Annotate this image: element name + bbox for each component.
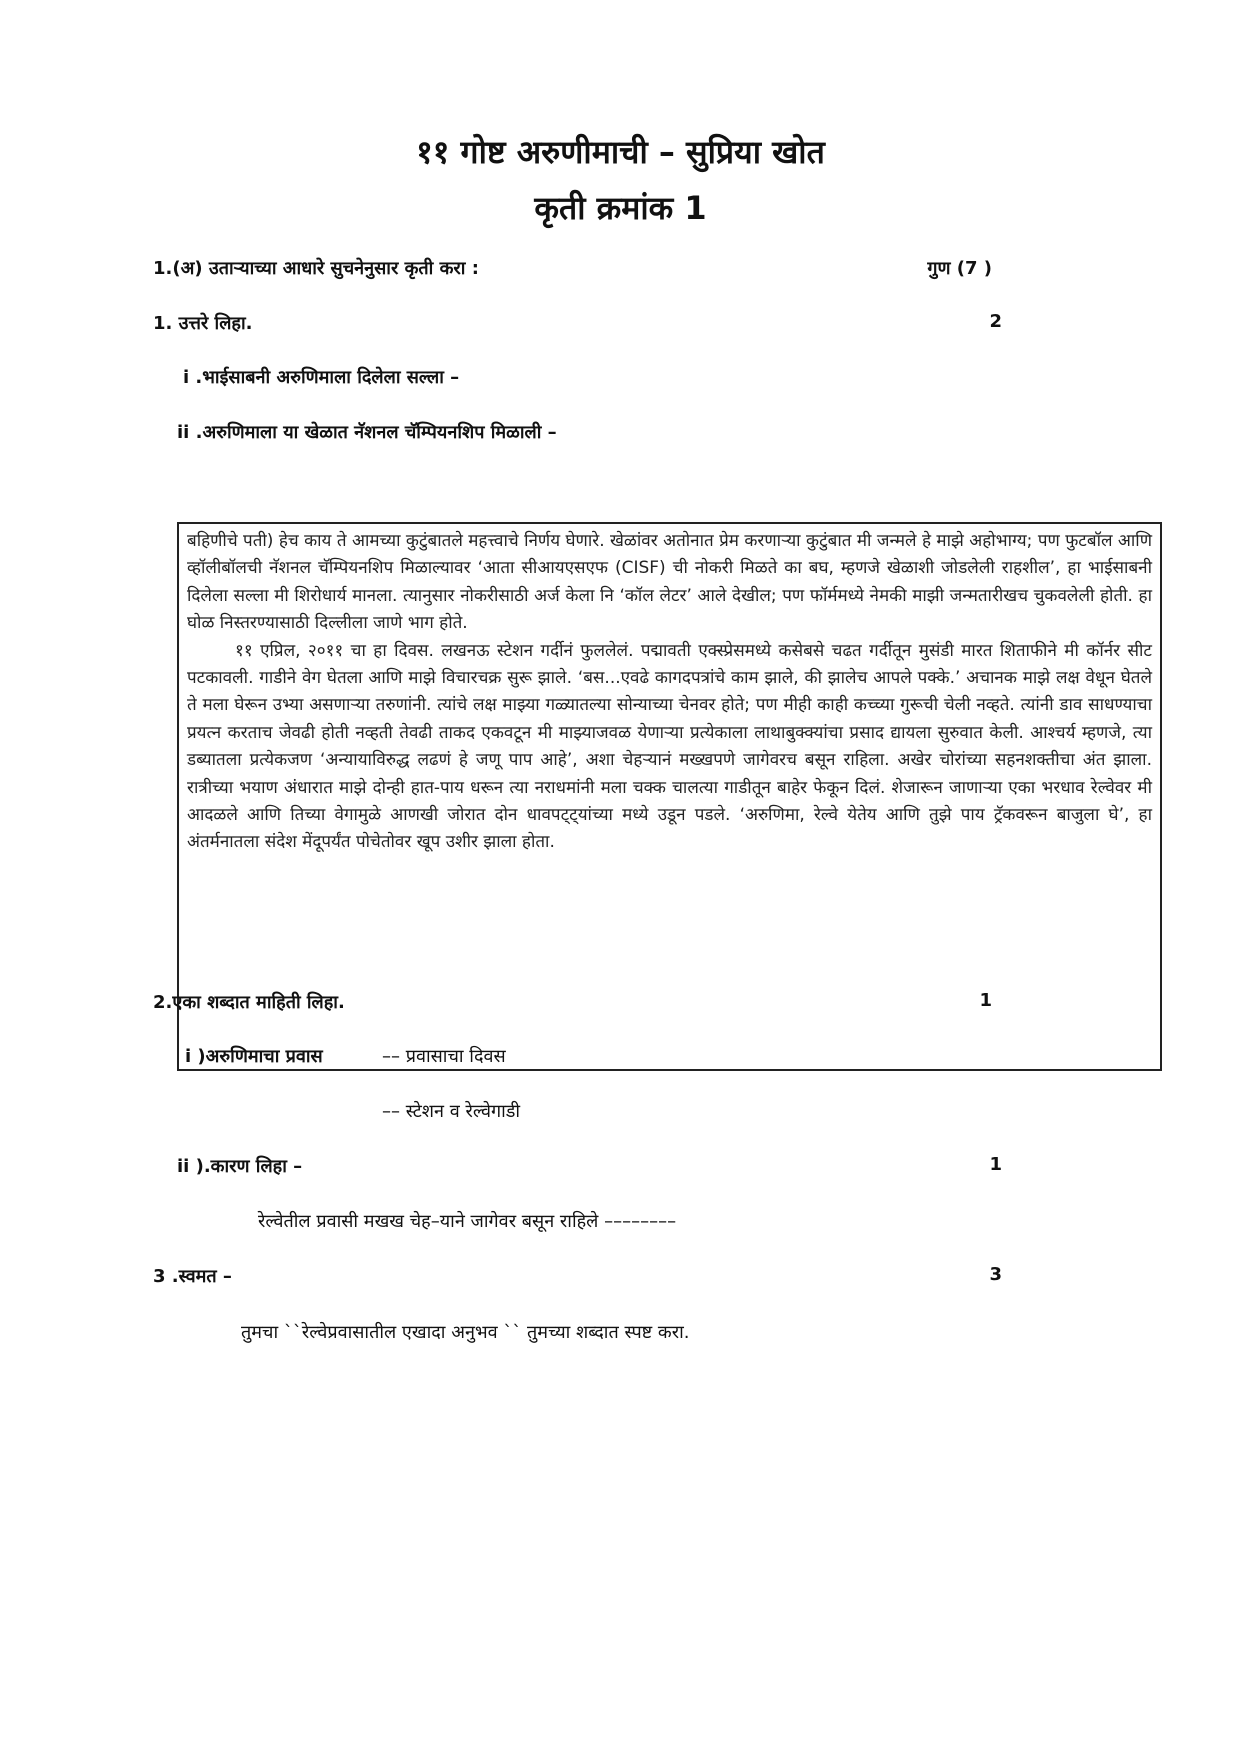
q3-heading: 3 .स्वमत – <box>153 1266 232 1287</box>
q2-item2-marks: 1 <box>989 1154 1002 1175</box>
passage-box <box>177 522 1162 1071</box>
passage-paragraph-1: बहिणीचे पती) हेच काय ते आमच्या कुटुंबातले महत्त्वाचे निर्णय घेणारे. खेळांवर अतोनात प्रेम करणाऱ्या कुटुंबात मी जन्मले हे माझे अहोभाग्य; पण फुटबॉल आणि व्हॉलीबॉलची नॅशनल चॅम्पियनशिप मिळाल्यावर ‘आता सीआयएसएफ (CISF) ची नोकरी मिळते का बघ, म्हणजे खेळाशी जोडलेली राहशील’, हा भाईसाबनी दिलेला सल्ला मी शिरोधार्य मानला. त्यानुसार नोकरीसाठी अर्ज केला नि ‘कॉल लेटर’ आले देखील; पण फॉर्ममध्ये नेमकी माझी जन्मतारीखच चुकवलेली होती. हा घोळ निस्तरण्यासाठी दिल्लीला जाणे भाग होते. <box>187 531 1152 634</box>
page-subtitle: कृती क्रमांक 1 <box>534 189 707 227</box>
page-title: ११ गोष्ट अरुणीमाची – सुप्रिया खोत <box>416 133 825 171</box>
q1-item1: i .भाईसाबनी अरुणिमाला दिलेला सल्ला – <box>183 367 460 388</box>
q2-item1-line1: –– प्रवासाचा दिवस <box>382 1046 506 1067</box>
q1-heading: 1. उत्तरे लिहा. <box>153 313 253 334</box>
q1-marks: 2 <box>989 311 1002 332</box>
q1-item2: ii .अरुणिमाला या खेळात नॅशनल चॅम्पियनशिप मिळाली – <box>177 422 557 443</box>
section1-heading: 1.(अ) उताऱ्याच्या आधारे सुचनेनुसार कृती करा : <box>153 258 479 279</box>
q3-marks: 3 <box>989 1264 1002 1285</box>
q2-item2-label: ii ).कारण लिहा – <box>177 1156 303 1177</box>
section1-marks: गुण (7 ) <box>927 258 992 279</box>
q2-item2-text: रेल्वेतील प्रवासी मखख चेह–याने जागेवर बसून राहिले –––––––– <box>258 1211 677 1232</box>
q2-marks: 1 <box>979 990 992 1011</box>
q3-text: तुमचा ``रेल्वेप्रवासातील एखादा अनुभव `` तुमच्या शब्दात स्पष्ट करा. <box>241 1322 690 1343</box>
q2-item1-line2: –– स्टेशन व रेल्वेगाडी <box>382 1101 521 1122</box>
passage-paragraph-2: ११ एप्रिल, २०११ चा हा दिवस. लखनऊ स्टेशन गर्दीनं फुललेलं. पद्मावती एक्स्प्रेसमध्ये कसेबसे चढत गर्दीतून मुसंडी मारत शिताफीने मी कॉर्नर सीट पटकावली. गाडीने वेग घेतला आणि माझे विचारचक्र सुरू झाले. ‘बस...एवढे कागदपत्रांचे काम झाले, की झालेच आपले पक्के.’ अचानक माझे लक्ष वेधून घेतले ते मला घेरून उभ्या असणाऱ्या तरुणांनी. त्यांचे लक्ष माझ्या गळ्यातल्या सोन्याच्या चेनवर होते; पण मीही काही कच्च्या गुरूची चेली नव्हते. त्यांनी डाव साधण्याचा प्रयत्न करताच जेवढी होती नव्हती तेवढी ताकद एकवटून मी माझ्याजवळ येणाऱ्या प्रत्येकाला लाथाबुक्क्यांचा प्रसाद द्यायला सुरुवात केली. आश्चर्य म्हणजे, त्या डब्यातला प्रत्येकजण ‘अन्यायाविरुद्ध लढणं हे जणू पाप आहे’, अशा चेहऱ्यानं मख्खपणे जागेवरच बसून राहिला. अखेर चोरांच्या सहनशक्तीचा अंत झाला. रात्रीच्या भयाण अंधारात माझे दोन्ही हात-पाय धरून त्या नराधमांनी मला चक्क चालत्या गाडीतून बाहेर फेकून दिलं. शेजारून जाणाऱ्या एका भरधाव रेल्वेवर मी आदळले आणि तिच्या वेगामुळे आणखी जोरात दोन धावपट्ट्यांच्या मध्ये उडून पडले. ‘अरुणिमा, रेल्वे येतेय आणि तुझे पाय ट्रॅकवरून बाजुला घे’, हा अंतर्मनातला संदेश मेंदूपर्यंत पोचेतोवर खूप उशीर झाला होता. <box>187 640 1152 853</box>
q2-item1-label: i )अरुणिमाचा प्रवास <box>185 1046 323 1067</box>
q2-heading: 2.एका शब्दात माहिती लिहा. <box>153 992 345 1013</box>
